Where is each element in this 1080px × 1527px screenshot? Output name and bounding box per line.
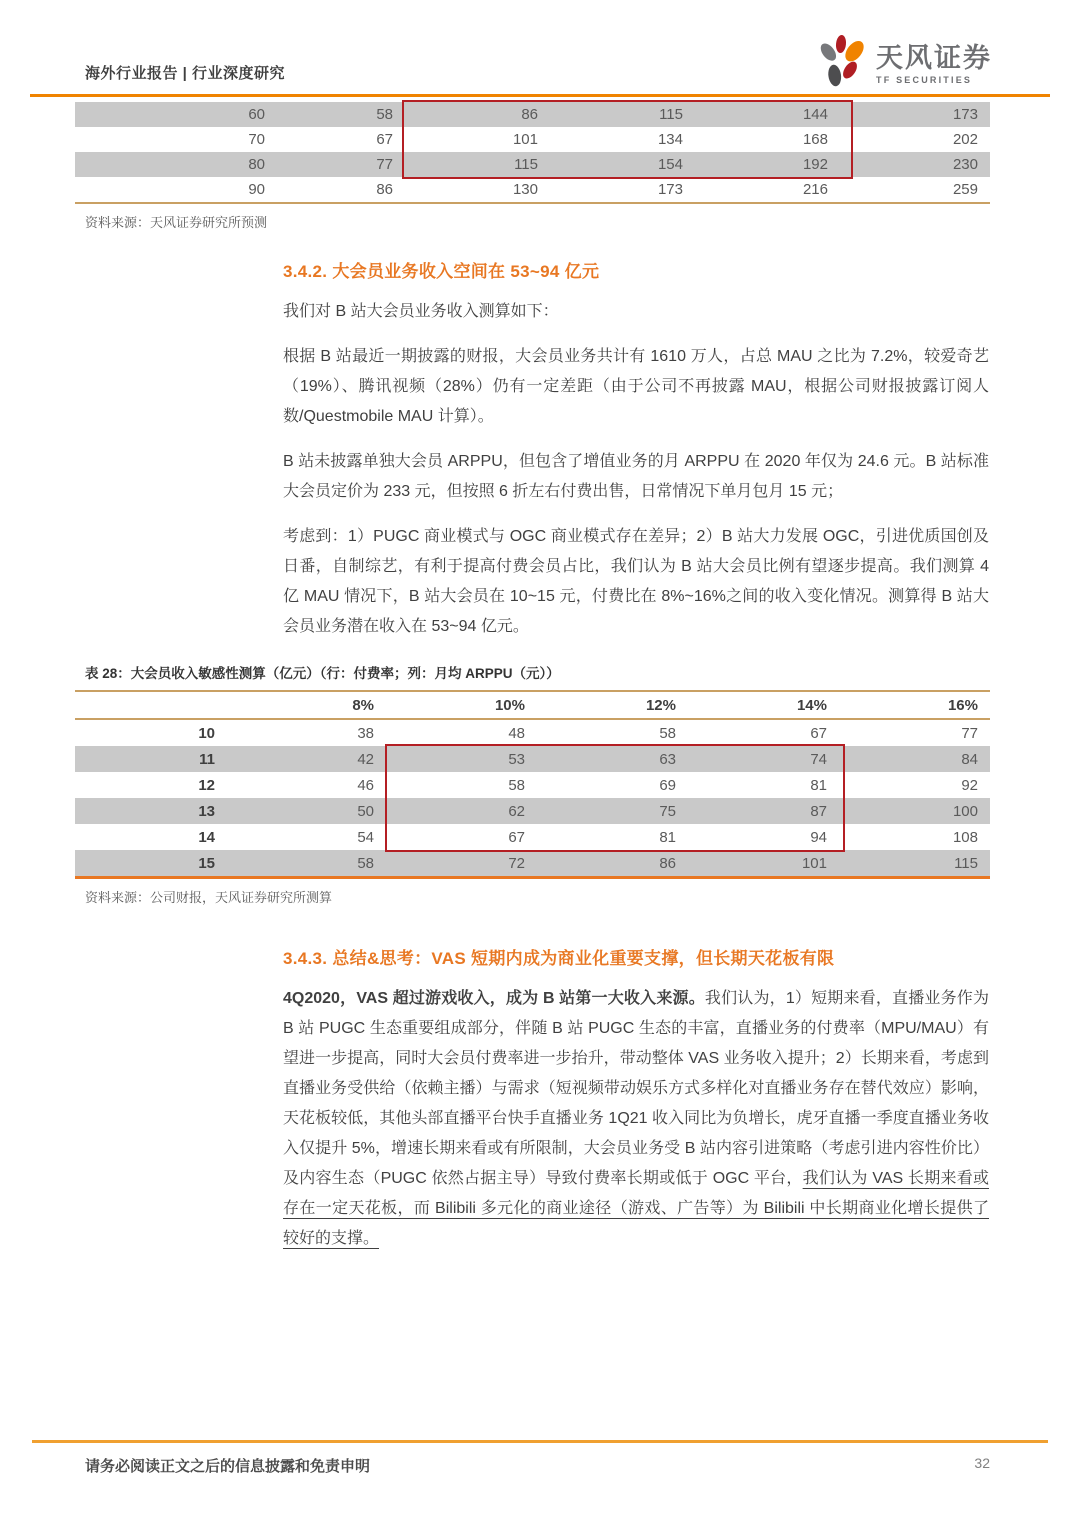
table-cell: 77	[961, 724, 978, 742]
row-label: 60	[248, 106, 265, 123]
column-header: 10%	[494, 696, 525, 714]
header-rule	[30, 94, 1050, 97]
row-label: 11	[199, 750, 215, 768]
table-row	[75, 152, 990, 177]
table-cell: 46	[357, 776, 374, 794]
table-cell: 100	[952, 802, 978, 820]
table-cell: 94	[810, 828, 827, 846]
column-header: 14%	[796, 696, 827, 714]
table-row	[75, 177, 990, 202]
sensitivity-table-top	[75, 102, 990, 204]
row-label: 15	[198, 854, 215, 872]
table-28-wrapper	[75, 690, 990, 879]
brand-name-en: TF SECURITIES	[876, 74, 973, 85]
table-cell: 50	[357, 802, 374, 820]
section-343	[283, 944, 989, 1254]
table-cell: 75	[659, 802, 676, 820]
section-heading-343: 3.4.3. 总结&思考：VAS 短期内成为商业化重要支撑，但长期天花板有限	[283, 949, 835, 968]
table-cell: 230	[952, 156, 978, 173]
table-cell: 42	[357, 750, 374, 768]
table-row	[75, 720, 990, 746]
table-cell: 130	[512, 181, 538, 198]
paragraph: 我们对 B 站大会员业务收入测算如下：	[283, 303, 559, 320]
table-cell: 72	[508, 854, 525, 872]
table-cell: 67	[376, 131, 393, 148]
table-cell: 168	[802, 131, 828, 148]
table-cell: 54	[357, 828, 374, 846]
paragraph: 根据 B 站最近一期披露的财报，大会员业务共计有 1610 万人，占总 MAU 之比为 7.2%，较爱奇艺（19%）、腾讯视频（28%）仍有一定差距（由于公司不再披露 MAU，根据公司财报披露订阅人数/Questmobile MAU 计算）。	[283, 348, 989, 425]
table-cell: 63	[659, 750, 676, 768]
table-cell: 84	[961, 750, 978, 768]
table-cell: 81	[810, 776, 827, 794]
table-row	[75, 746, 990, 772]
table-cell: 173	[952, 106, 978, 123]
footer-disclaimer: 请务必阅读正文之后的信息披露和免责申明	[85, 1458, 371, 1475]
table-cell: 108	[952, 828, 978, 846]
table-cell: 87	[810, 802, 827, 820]
table-cell: 69	[659, 776, 676, 794]
table-cell: 67	[810, 724, 827, 742]
section-342	[283, 257, 989, 642]
paragraph	[283, 984, 989, 1254]
column-header: 8%	[352, 696, 374, 714]
table-row	[75, 127, 990, 152]
table-cell: 48	[508, 724, 525, 742]
table-row	[75, 772, 990, 798]
row-label: 12	[198, 776, 215, 794]
source-note: 资料来源：天风证券研究所预测	[85, 215, 268, 230]
row-label: 80	[248, 156, 265, 173]
table-cell: 101	[512, 131, 538, 148]
row-label: 14	[198, 828, 215, 846]
table-cell: 58	[508, 776, 525, 794]
table-cell: 115	[954, 854, 978, 872]
table-cell: 67	[508, 828, 525, 846]
table-top-wrapper	[75, 102, 990, 204]
table-cell: 134	[657, 131, 683, 148]
table-caption: 表 28：大会员收入敏感性测算（亿元）（行：付费率；列：月均 ARPPU（元））	[85, 666, 560, 681]
table-cell: 58	[357, 854, 374, 872]
brand-logo	[814, 34, 992, 95]
row-label: 13	[198, 802, 215, 820]
page-number: 32	[974, 1455, 990, 1471]
table-row	[75, 850, 990, 876]
table-row	[75, 798, 990, 824]
table-cell: 86	[659, 854, 676, 872]
table-cell: 259	[952, 181, 978, 198]
brand-name-cn: 天风证券	[876, 42, 992, 73]
row-label: 70	[248, 131, 265, 148]
table-row	[75, 102, 990, 127]
column-header: 16%	[947, 696, 978, 714]
breadcrumb: 海外行业报告 | 行业深度研究	[85, 65, 286, 82]
table-cell: 38	[357, 724, 374, 742]
row-label: 90	[248, 181, 265, 198]
underlined-conclusion-text: 我们认为 VAS 长期来看或存在一定天花板，而 Bilibili 多元化的商业途径（游戏、广告等）为 Bilibili 中长期商业化增长提供了较好的支撑。	[283, 1170, 989, 1247]
table-header-row	[75, 690, 990, 720]
table-row	[75, 824, 990, 850]
table-cell: 58	[376, 106, 393, 123]
table-cell: 115	[659, 106, 683, 123]
body-text: 我们认为，1）短期来看，直播业务作为 B 站 PUGC 生态重要组成部分，伴随 B 站 PUGC 生态的丰富，直播业务的付费率（MPU/MAU）有望进一步提高，同时大会员付费率进一步抬升，带动整体 VAS 业务收入提升；2）长期来看，考虑到直播业务受供给（依赖主播）与需求（短视频带动娱乐方式多样化对直播业务存在替代效应）影响，天花板较低，其他头部直播平台快手直播业务 1Q21 收入同比为负增长，虎牙直播一季度直播业务收入仅提升 5%，增速长期来看或有所限制，大会员业务受 B 站内容引进策略（考虑引进内容性价比）及内容生态（PUGC 依然占据主导）导致付费率长期或低于 OGC 平台，	[283, 990, 989, 1187]
row-label: 10	[198, 724, 215, 742]
column-header: 12%	[645, 696, 676, 714]
table-cell: 53	[508, 750, 525, 768]
source-note: 资料来源：公司财报，天风证券研究所测算	[85, 890, 333, 905]
tf-securities-flower-icon	[814, 34, 868, 95]
table-cell: 86	[376, 181, 393, 198]
table-cell: 58	[659, 724, 676, 742]
brand-text	[876, 42, 992, 85]
table-cell: 86	[521, 106, 538, 123]
table-cell: 202	[952, 131, 978, 148]
bold-lead-text: 4Q2020，VAS 超过游戏收入，成为 B 站第一大收入来源。	[283, 990, 705, 1007]
table-cell: 154	[657, 156, 683, 173]
page-header	[0, 0, 1080, 97]
table-cell: 77	[376, 156, 393, 173]
page-footer	[0, 1440, 1080, 1476]
table-cell: 144	[802, 106, 828, 123]
table-cell: 74	[810, 750, 827, 768]
table-cell: 192	[802, 156, 828, 173]
table-cell: 101	[801, 854, 827, 872]
table-cell: 173	[657, 181, 683, 198]
table-cell: 62	[508, 802, 525, 820]
table-cell: 92	[961, 776, 978, 794]
table-cell: 115	[514, 156, 538, 173]
sensitivity-table-28	[75, 690, 990, 879]
table-cell: 216	[802, 181, 828, 198]
table-cell: 81	[659, 828, 676, 846]
paragraph: B 站未披露单独大会员 ARPPU，但包含了增值业务的月 ARPPU 在 2020 年仅为 24.6 元。B 站标准大会员定价为 233 元，但按照 6 折左右付费出售，日常情况下单月包月 15 元；	[283, 453, 989, 500]
paragraph: 考虑到：1）PUGC 商业模式与 OGC 商业模式存在差异；2）B 站大力发展 OGC，引进优质国创及日番，自制综艺，有利于提高付费会员占比，我们认为 B 站大会员比例有望逐步提高。我们测算 4 亿 MAU 情况下，B 站大会员在 10~15 元，付费比在 8%~16%之间的收入变化情况。测算得 B 站大会员业务潜在收入在 53~94 亿元。	[283, 528, 989, 635]
section-heading-342: 3.4.2. 大会员业务收入空间在 53~94 亿元	[283, 262, 600, 281]
